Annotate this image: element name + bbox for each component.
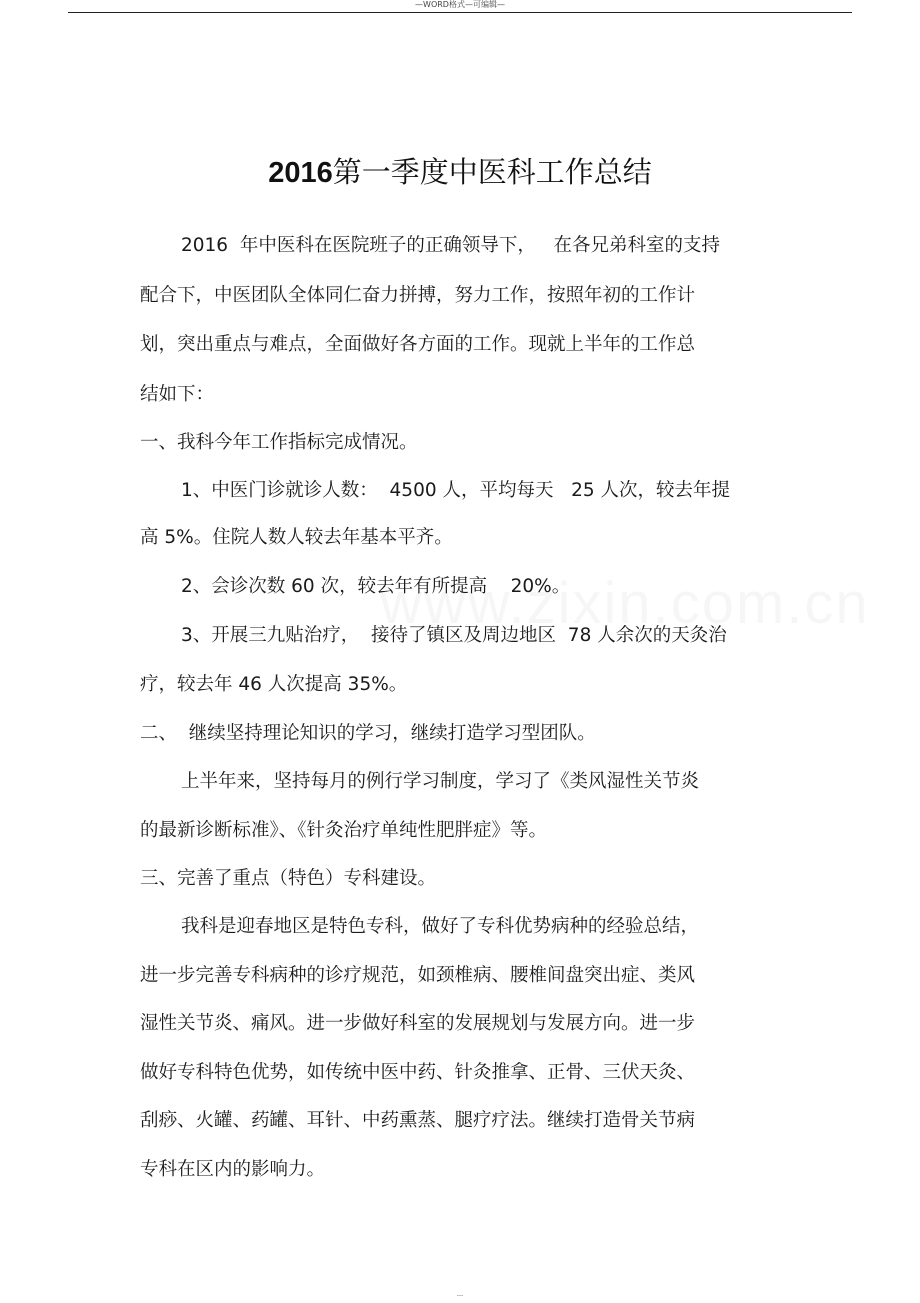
paragraph-line: 高 5%。住院人数人较去年基本平齐。 [140,527,453,548]
header-rule [68,12,852,13]
paragraph-line: 配合下，中医团队全体同仁奋力拼搏，努力工作，按照年初的工作计 [140,285,696,306]
title-text: 第一季度中医科工作总结 [332,155,652,189]
paragraph-line: 刮痧、火罐、药罐、耳针、中药熏蒸、腿疗疗法。继续打造骨关节病 [140,1110,696,1131]
paragraph-line: 我科是迎春地区是特色专科，做好了专科优势病种的经验总结， [181,916,700,937]
paragraph-line: 疗，较去年 46 人次提高 35%。 [140,674,408,695]
section-heading: 一、我科今年工作指标完成情况。 [140,432,418,453]
paragraph-line: 1、中医门诊就诊人数： 4500 人，平均每天 25 人次，较去年提 [181,480,731,501]
paragraph-line: 结如下： [140,384,215,405]
paragraph-line: 湿性关节炎、痛风。进一步做好科室的发展规划与发展方向。进一步 [140,1013,696,1034]
paragraph-line: 3、开展三九贴治疗， 接待了镇区及周边地区 78 人余次的天灸治 [181,625,727,646]
paragraph-line: 做好专科特色优势，如传统中医中药、针灸推拿、正骨、三伏天灸、 [140,1062,696,1083]
page-footer: --- [456,1292,464,1299]
paragraph-line: 2、会诊次数 60 次，较去年有所提高 20%。 [181,576,571,597]
paragraph-line: 2016 年中医科在医院班子的正确领导下， 在各兄弟科室的支持 [181,235,720,256]
paragraph-line: 专科在区内的影响力。 [140,1159,326,1180]
title-year: 2016 [268,157,333,189]
section-heading: 三、完善了重点（特色）专科建设。 [140,868,437,889]
page-header: —WORD格式—可编辑— [415,0,505,9]
paragraph-line: 的最新诊断标准》、《针灸治疗单纯性肥胖症》等。 [140,820,548,841]
document-title [0,150,920,195]
section-heading: 二、 继续坚持理论知识的学习，继续打造学习型团队。 [140,723,596,744]
paragraph-line: 上半年来，坚持每月的例行学习制度，学习了《类风湿性关节炎 [181,771,700,792]
paragraph-line: 划，突出重点与难点，全面做好各方面的工作。现就上半年的工作总 [140,334,696,355]
paragraph-line: 进一步完善专科病种的诊疗规范，如颈椎病、腰椎间盘突出症、类风 [140,965,696,986]
